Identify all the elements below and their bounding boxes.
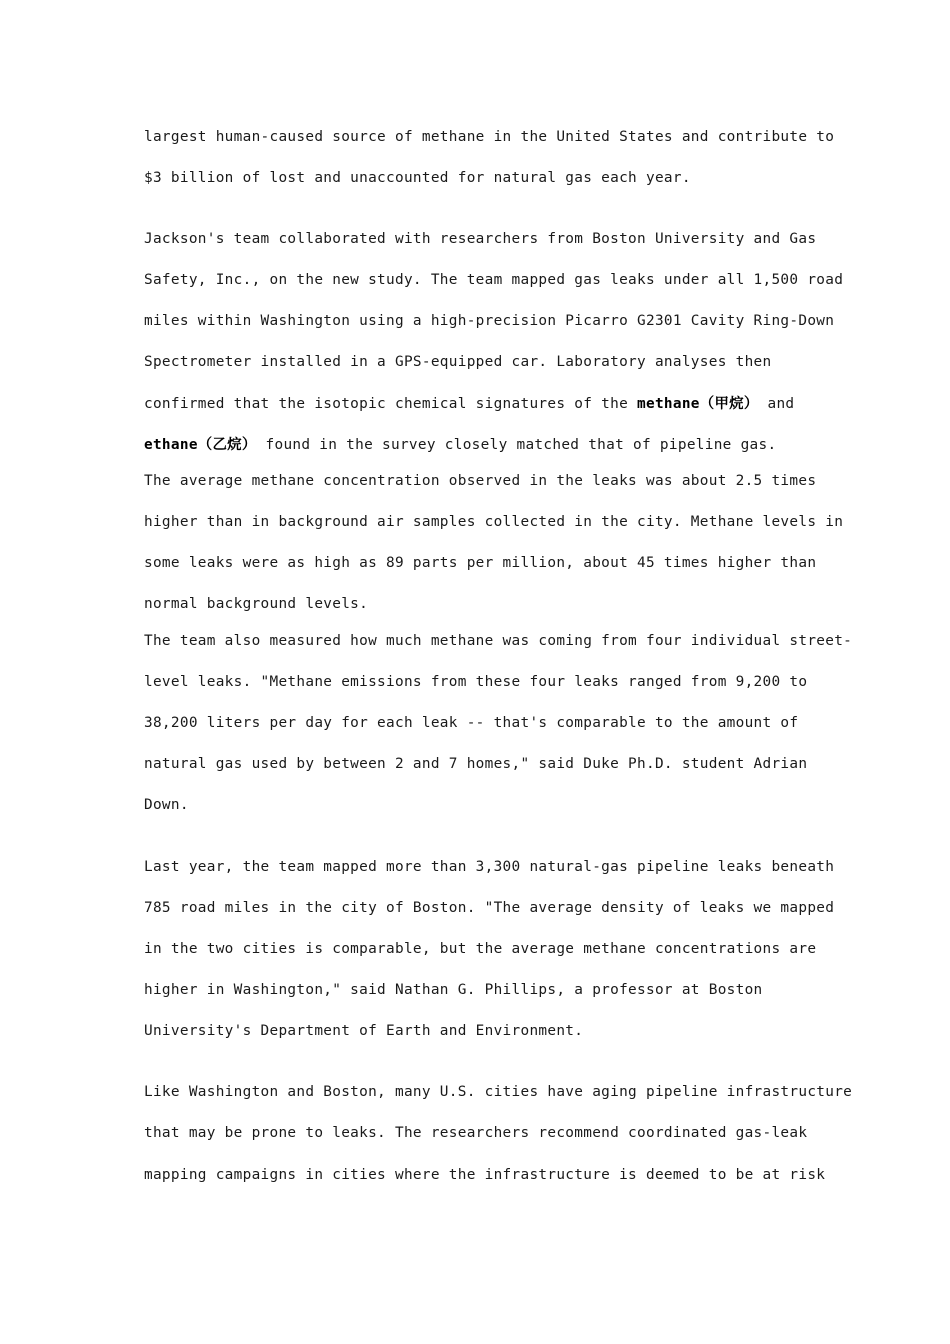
paragraph-6-line-2: that may be prone to leaks. The researchers recommend coordinated gas-leak	[144, 1125, 808, 1141]
paragraph-4-line-2: level leaks. "Methane emissions from these four leaks ranged from 9,200 to	[144, 674, 808, 690]
paragraph-2-line-3: miles within Washington using a high-precision Picarro G2301 Cavity Ring-Down	[144, 313, 835, 329]
paragraph-6-line-1: Like Washington and Boston, many U.S. cities have aging pipeline infrastructure	[144, 1084, 853, 1100]
paragraph-3-line-3: some leaks were as high as 89 parts per million, about 45 times higher than	[144, 555, 817, 571]
paragraph-3-line-1: The average methane concentration observed in the leaks was about 2.5 times	[144, 473, 817, 489]
paragraph-3-line-2: higher than in background air samples collected in the city. Methane levels in	[144, 514, 844, 530]
paragraph-2-line-6-text: found in the survey closely matched that of pipeline gas.	[256, 437, 777, 453]
paragraph-2-line-1: Jackson's team collaborated with researchers from Boston University and Gas	[144, 231, 817, 247]
paragraph-4-line-3: 38,200 liters per day for each leak -- that's comparable to the amount of	[144, 715, 799, 731]
methane-term: methane（甲烷）	[637, 396, 759, 412]
paragraph-2-line-6	[144, 435, 776, 455]
paragraph-2-line-4: Spectrometer installed in a GPS-equipped car. Laboratory analyses then	[144, 354, 772, 370]
paragraph-5-line-2: 785 road miles in the city of Boston. "The average density of leaks we mapped	[144, 900, 835, 916]
ethane-term: ethane（乙烷）	[144, 437, 257, 453]
paragraph-4-line-5: Down.	[144, 797, 189, 813]
paragraph-2-line-5-tail: and	[758, 396, 795, 412]
paragraph-2-line-2: Safety, Inc., on the new study. The team mapped gas leaks under all 1,500 road	[144, 272, 844, 288]
paragraph-4-line-1: The team also measured how much methane was coming from four individual street-	[144, 633, 853, 649]
paragraph-2-line-5	[144, 394, 794, 414]
paragraph-2-line-5-text: confirmed that the isotopic chemical signatures of the	[144, 396, 638, 412]
paragraph-5-line-5: University's Department of Earth and Environment.	[144, 1023, 584, 1039]
paragraph-5-line-1: Last year, the team mapped more than 3,300 natural-gas pipeline leaks beneath	[144, 859, 835, 875]
paragraph-6-line-3: mapping campaigns in cities where the infrastructure is deemed to be at risk	[144, 1167, 826, 1183]
paragraph-4-line-4: natural gas used by between 2 and 7 homes," said Duke Ph.D. student Adrian	[144, 756, 808, 772]
paragraph-3-line-4: normal background levels.	[144, 596, 369, 612]
paragraph-1-line-1: largest human-caused source of methane in the United States and contribute to	[144, 129, 835, 145]
paragraph-5-line-4: higher in Washington," said Nathan G. Phillips, a professor at Boston	[144, 982, 763, 998]
paragraph-5-line-3: in the two cities is comparable, but the average methane concentrations are	[144, 941, 817, 957]
paragraph-1-line-2: $3 billion of lost and unaccounted for natural gas each year.	[144, 170, 691, 186]
